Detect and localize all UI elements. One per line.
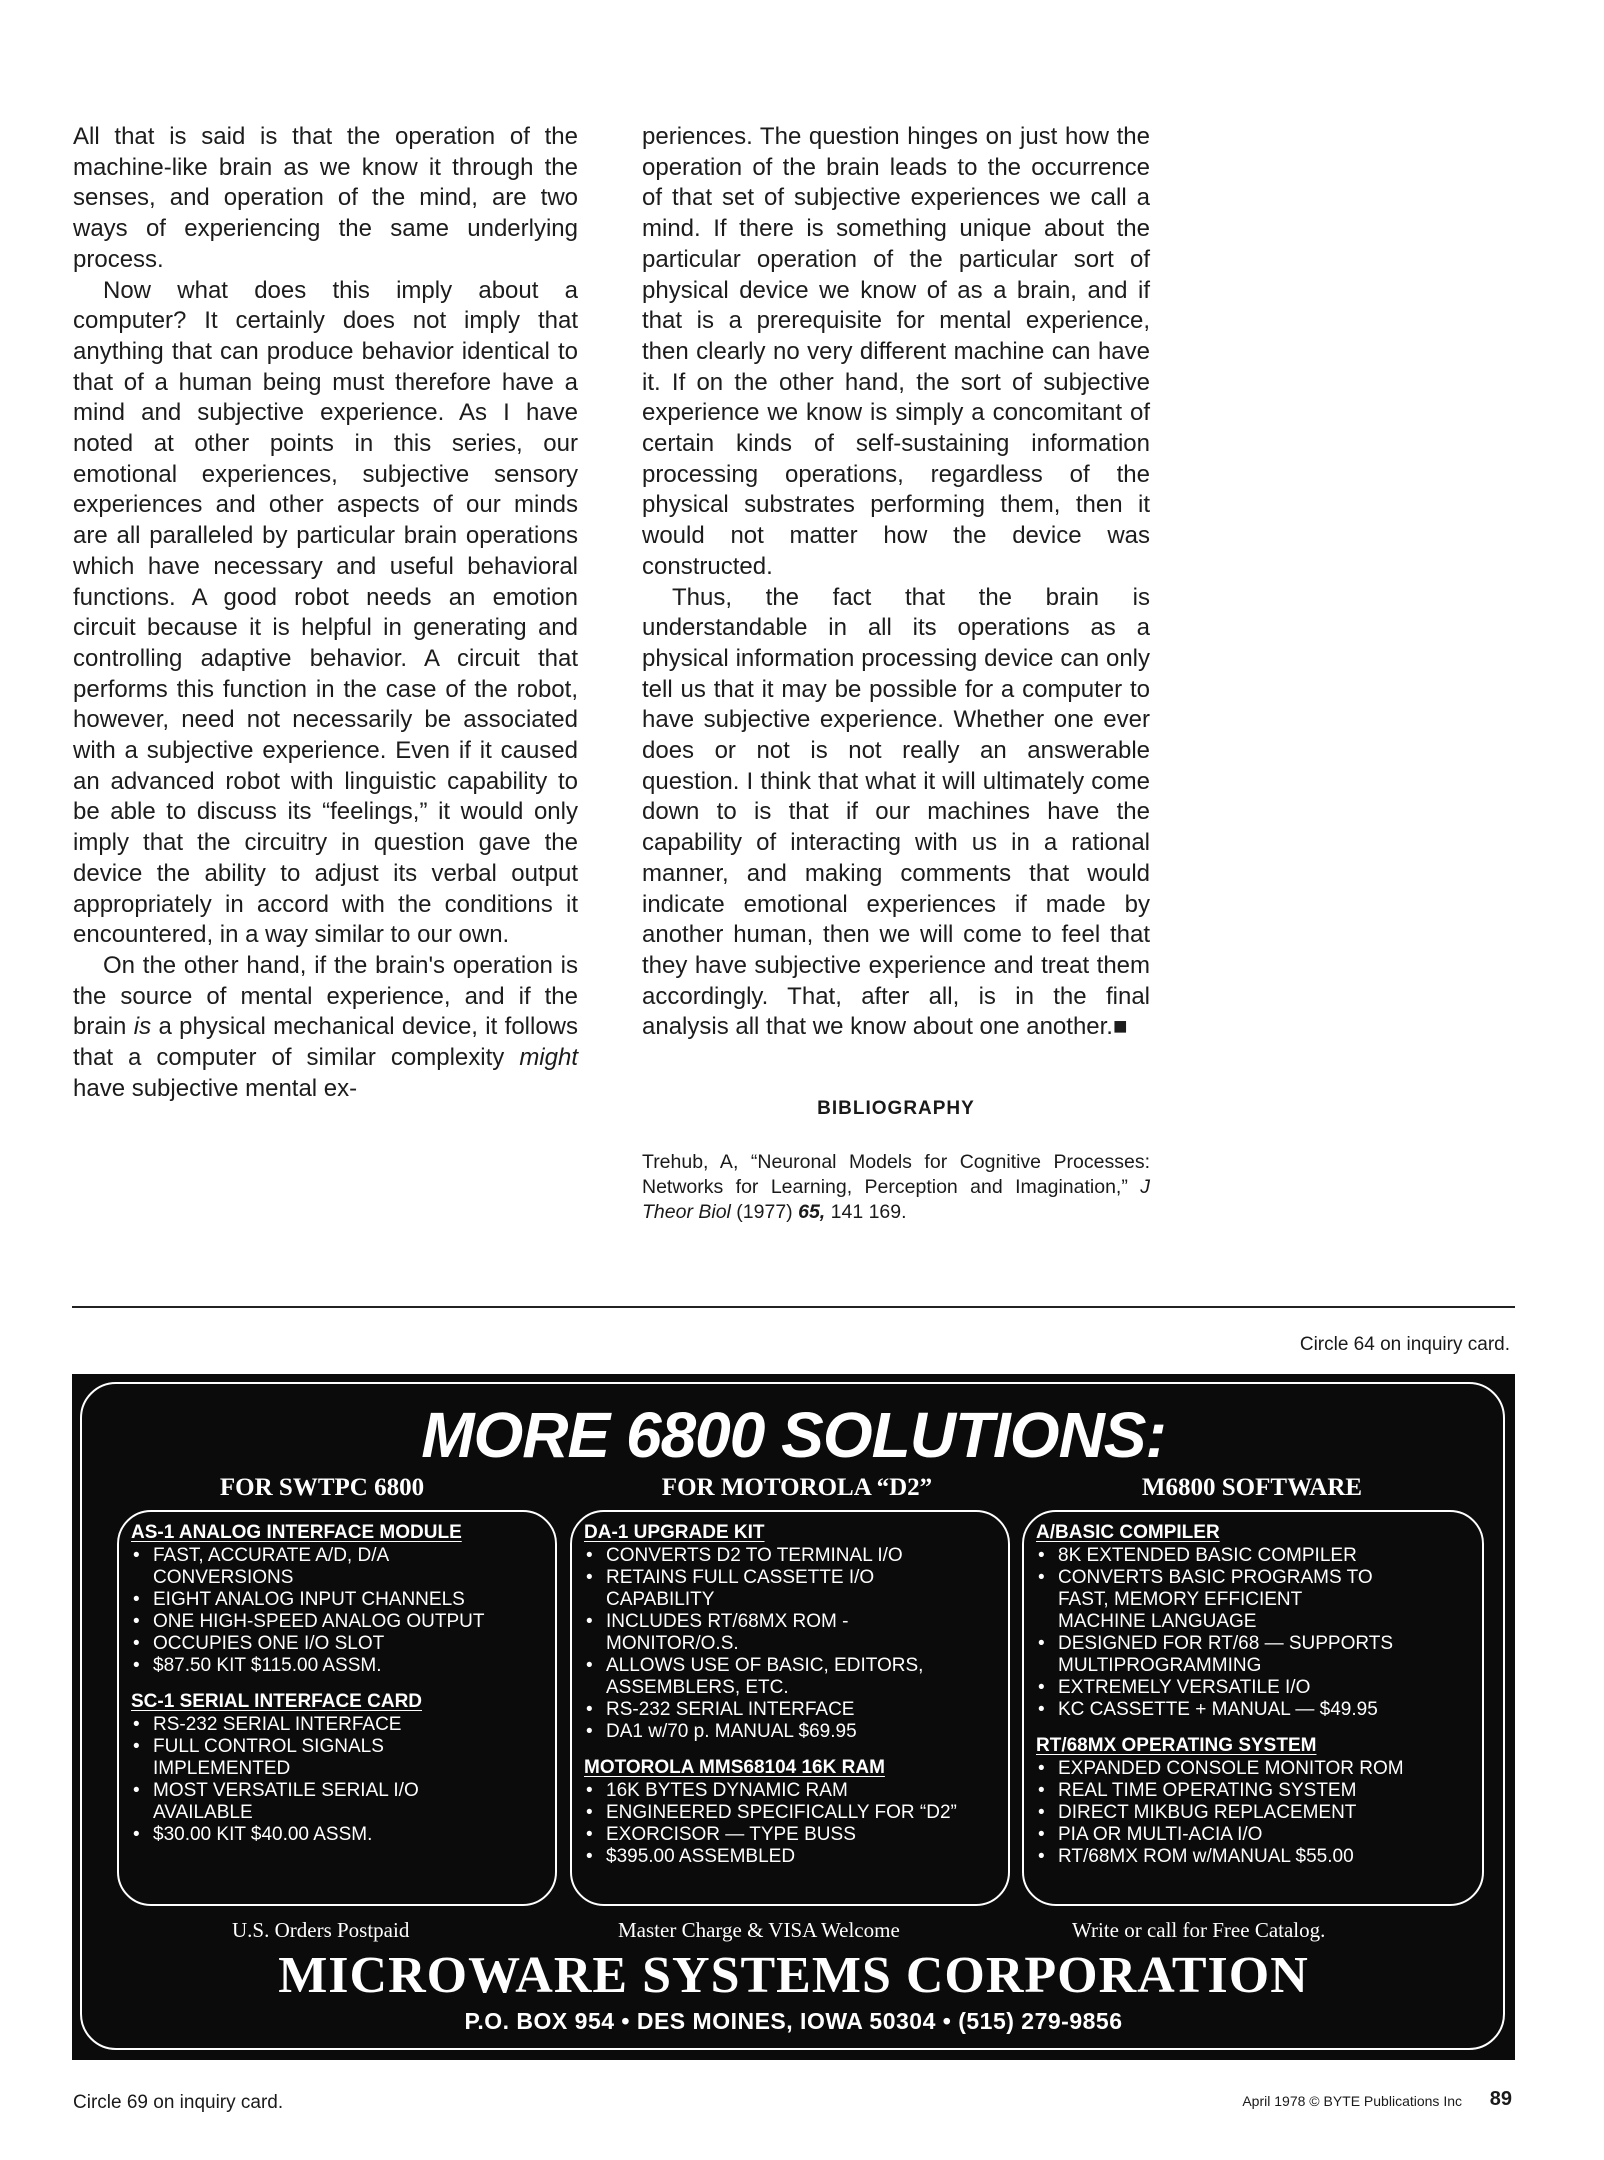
product-heading: A/BASIC COMPILER — [1036, 1522, 1220, 1543]
list-item: • REAL TIME OPERATING SYSTEM — [1036, 1780, 1468, 1802]
list-item: • EXTREMELY VERSATILE I/O — [1036, 1677, 1468, 1699]
list-item: AVAILABLE — [153, 1802, 253, 1823]
list-item: • EIGHT ANALOG INPUT CHANNELS — [131, 1589, 541, 1611]
product-heading: DA-1 UPGRADE KIT — [584, 1522, 765, 1543]
list-item: • RETAINS FULL CASSETTE I/O — [584, 1567, 994, 1589]
list-item: CONVERSIONS — [153, 1567, 294, 1588]
bibliography-reference: Trehub, A, “Neuronal Models for Cognitive Processes: Networks for Learning, Perception and Imagination,” J Theor Biol (1977) 65, 141 169. — [642, 1151, 1150, 1223]
list-item: • RT/68MX ROM w/MANUAL $55.00 — [1036, 1846, 1468, 1868]
list-item: • ONE HIGH-SPEED ANALOG OUTPUT — [131, 1611, 541, 1633]
list-item: • OCCUPIES ONE I/O SLOT — [131, 1633, 541, 1655]
article-right-column — [642, 122, 1150, 1043]
product-box-software — [1022, 1510, 1484, 1906]
list-item: • ALLOWS USE OF BASIC, EDITORS, — [584, 1655, 994, 1677]
ad-note-orders: U.S. Orders Postpaid — [232, 1918, 410, 1942]
ad-note-catalog: Write or call for Free Catalog. — [1072, 1918, 1326, 1942]
list-item: MACHINE LANGUAGE — [1058, 1611, 1257, 1632]
page-number: 89 — [1489, 2088, 1512, 2110]
article-paragraph: Thus, the fact that the brain is understandable in all its operations as a physical information processing device can only tell us that it may be possible for a computer to have subjective experience. Whether one ever does or not is not really an answerable question. I think that what it will ultimately come down to is that if our machines have the capability of interacting with us in a rational manner, and making comments that would indicate emotional experiences if made by another human, then we will come to feel that they have subjective experience and treat them accordingly. That, after all, is in the final analysis all that we know about one another.■ — [642, 583, 1150, 1041]
list-item: ASSEMBLERS, ETC. — [606, 1677, 789, 1698]
list-item: • PIA OR MULTI-ACIA I/O — [1036, 1824, 1468, 1846]
publication-credit: April 1978 © BYTE Publications Inc — [1242, 2093, 1462, 2109]
product-box-motorola — [570, 1510, 1010, 1906]
list-item: • $395.00 ASSEMBLED — [584, 1846, 994, 1868]
product-heading: RT/68MX OPERATING SYSTEM — [1036, 1735, 1317, 1756]
article-paragraph: On the other hand, if the brain's operation is the source of mental experience, and if the brain is a physical mechanical device, it follows that a computer of similar complexity might have subjective mental ex- — [73, 951, 579, 1102]
article-paragraph: All that is said is that the operation of the machine-like brain as we know it through the senses, and operation of the mind, are two ways of experiencing the same underlying process. — [73, 123, 578, 273]
company-name: MICROWARE SYSTEMS CORPORATION — [278, 1947, 1309, 2004]
list-item: • 8K EXTENDED BASIC COMPILER — [1036, 1545, 1468, 1567]
list-item: • RS-232 SERIAL INTERFACE — [131, 1714, 541, 1736]
section-title-software: M6800 SOFTWARE — [1141, 1474, 1363, 1501]
product-feature-list — [1036, 1545, 1468, 1721]
list-item: • DIRECT MIKBUG REPLACEMENT — [1036, 1802, 1468, 1824]
microware-advertisement — [72, 1374, 1515, 2060]
company-address: P.O. BOX 954 • DES MOINES, IOWA 50304 • (515) 279-9856 — [464, 2008, 1123, 2034]
list-item: • $30.00 KIT $40.00 ASSM. — [131, 1824, 541, 1846]
list-item: IMPLEMENTED — [153, 1758, 291, 1779]
list-item: • $87.50 KIT $115.00 ASSM. — [131, 1655, 541, 1677]
article-left-column — [73, 122, 578, 1105]
list-item: • FAST, ACCURATE A/D, D/A — [131, 1545, 541, 1567]
list-item: • FULL CONTROL SIGNALS — [131, 1736, 541, 1758]
product-heading: MOTOROLA MMS68104 16K RAM — [584, 1757, 885, 1778]
list-item: MONITOR/O.S. — [606, 1633, 739, 1654]
bibliography-heading: BIBLIOGRAPHY — [817, 1098, 975, 1119]
list-item: • 16K BYTES DYNAMIC RAM — [584, 1780, 994, 1802]
list-item: • DESIGNED FOR RT/68 — SUPPORTS — [1036, 1633, 1468, 1655]
ad-note-payment: Master Charge & VISA Welcome — [618, 1918, 900, 1942]
list-item: • CONVERTS BASIC PROGRAMS TO — [1036, 1567, 1468, 1589]
product-feature-list — [131, 1714, 541, 1846]
product-heading: SC-1 SERIAL INTERFACE CARD — [131, 1691, 423, 1712]
section-title-motorola: FOR MOTOROLA “D2” — [661, 1474, 933, 1501]
inquiry-card-footer: Circle 69 on inquiry card. — [73, 2092, 284, 2113]
product-feature-list — [131, 1545, 541, 1677]
list-item: • DA1 w/70 p. MANUAL $69.95 — [584, 1721, 994, 1743]
list-item: • EXPANDED CONSOLE MONITOR ROM — [1036, 1758, 1468, 1780]
product-box-swtpc — [117, 1510, 557, 1906]
list-item: • ENGINEERED SPECIFICALLY FOR “D2” — [584, 1802, 994, 1824]
list-item: • CONVERTS D2 TO TERMINAL I/O — [584, 1545, 994, 1567]
list-item: • RS-232 SERIAL INTERFACE — [584, 1699, 994, 1721]
list-item: CAPABILITY — [606, 1589, 715, 1610]
product-feature-list — [584, 1780, 994, 1868]
section-title-swtpc: FOR SWTPC 6800 — [219, 1474, 425, 1501]
list-item: FAST, MEMORY EFFICIENT — [1058, 1589, 1303, 1610]
article-paragraph: Now what does this imply about a computer? It certainly does not imply that anything that can produce behavior identical to that of a human being must therefore have a mind and subjective experience. As I have noted at other points in this series, our emotional experiences, subjective sensory experiences and other aspects of our minds are all paralleled by particular brain operations which have necessary and useful behavioral functions. A good robot needs an emotion circuit because it is helpful in generating and controlling adaptive behavior. A circuit that performs this function in the case of the robot, however, need not necessarily be associated with a subjective experience. Even if it caused an advanced robot with linguistic capability to be able to discuss its “feelings,” it would only imply that the circuitry in question gave the device the ability to adjust its verbal output appropriately in accord with the conditions it encountered, in a way similar to our own. — [73, 276, 578, 949]
list-item: • MOST VERSATILE SERIAL I/O — [131, 1780, 541, 1802]
list-item: • INCLUDES RT/68MX ROM - — [584, 1611, 994, 1633]
section-divider — [72, 1306, 1515, 1308]
ad-headline: MORE 6800 SOLUTIONS: — [421, 1399, 1166, 1471]
list-item: • EXORCISOR — TYPE BUSS — [584, 1824, 994, 1846]
list-item: • KC CASSETTE + MANUAL — $49.95 — [1036, 1699, 1468, 1721]
product-feature-list — [1036, 1758, 1468, 1868]
product-feature-list — [584, 1545, 994, 1743]
list-item: MULTIPROGRAMMING — [1058, 1655, 1262, 1676]
inquiry-card-note: Circle 64 on inquiry card. — [1299, 1334, 1510, 1355]
product-heading: AS-1 ANALOG INTERFACE MODULE — [131, 1522, 462, 1543]
article-paragraph: periences. The question hinges on just how the operation of the brain leads to the occurrence of that set of subjective experiences we call a mind. If there is something unique about the particular operation of the particular sort of physical device we know of as a brain, and if that is a prerequisite for mental experience, then clearly no very different machine can have it. If on the other hand, the sort of subjective experience we know is simply a concomitant of certain kinds of self-sustaining information processing operations, regardless of the physical substrates performing them, then it would not matter how the device was constructed. — [642, 123, 1150, 580]
